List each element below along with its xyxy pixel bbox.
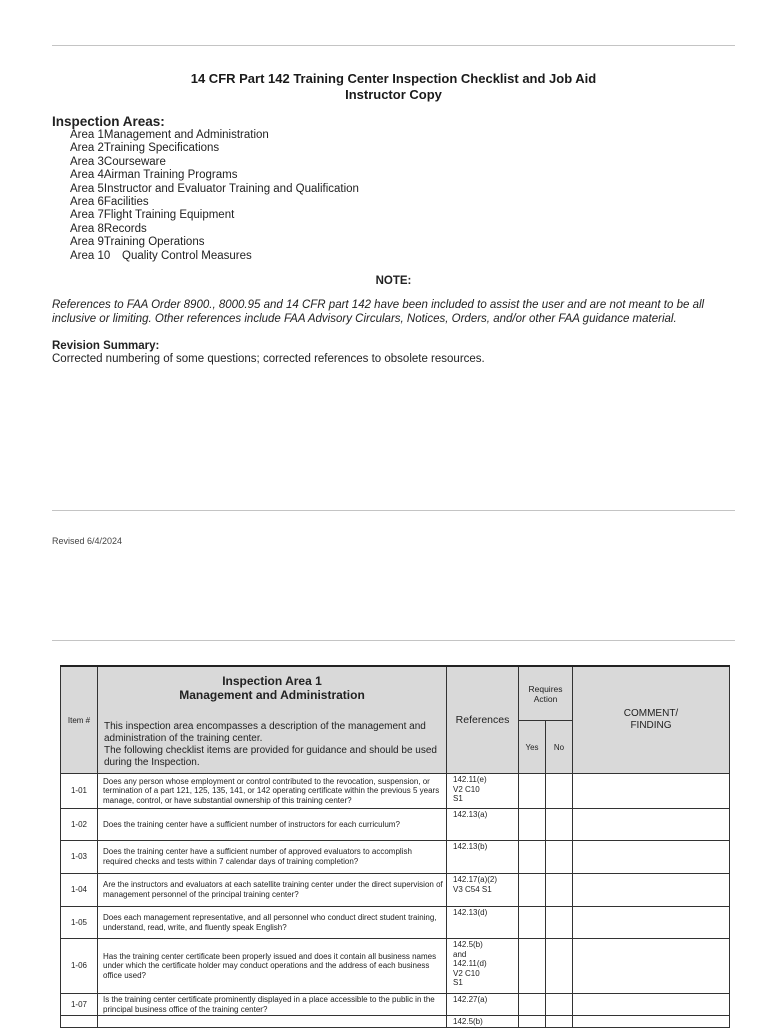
- references-cell: [447, 874, 519, 907]
- area-name: Courseware: [103, 155, 166, 168]
- yes-action-cell[interactable]: [519, 841, 546, 874]
- inspection-area-item: [70, 169, 359, 182]
- comment-finding-cell[interactable]: [573, 939, 730, 994]
- item-number: [61, 1016, 98, 1028]
- requires-action-header: [519, 666, 573, 721]
- revision-summary-heading: Revision Summary:: [52, 340, 160, 352]
- area-title-line-2: Management and Administration: [179, 688, 365, 702]
- item-number: 1-03: [61, 841, 98, 874]
- yes-action-cell[interactable]: [519, 939, 546, 994]
- inspection-area-item: [70, 209, 359, 222]
- checklist-row: [61, 1016, 730, 1028]
- revised-date: Revised 6/4/2024: [52, 536, 123, 546]
- inspection-area-description: [104, 721, 442, 769]
- reference-line: 142.13(d): [453, 908, 488, 917]
- no-action-cell[interactable]: [546, 841, 573, 874]
- yes-column-header: Yes: [519, 721, 546, 774]
- area-number: Area 6: [70, 196, 104, 209]
- area-name: Airman Training Programs: [103, 169, 238, 182]
- references-cell: [447, 841, 519, 874]
- inspection-areas-list: [70, 129, 359, 263]
- area-number: Area 10: [70, 249, 111, 262]
- checklist-row: [61, 809, 730, 841]
- area-number: Area 8: [70, 222, 104, 235]
- item-number: 1-05: [61, 907, 98, 939]
- comment-finding-cell[interactable]: [573, 1016, 730, 1028]
- checklist-row: [61, 874, 730, 907]
- checklist-question: Is the training center certificate prominently displayed in a place accessible to the public in the principal business office of the training center?: [98, 994, 447, 1016]
- comment-finding-cell[interactable]: [573, 874, 730, 907]
- inspection-area-item: [70, 156, 359, 169]
- title-line-2: Instructor Copy: [345, 87, 442, 102]
- no-action-cell[interactable]: [546, 994, 573, 1016]
- item-number: 1-06: [61, 939, 98, 994]
- checklist-question: Has the training center certificate been properly issued and does it contain all business names under which the certificate holder may conduct operations and the address of each business office used?: [98, 939, 447, 994]
- page-break-divider: [52, 640, 735, 641]
- area-name: Facilities: [103, 196, 149, 209]
- checklist-row: [61, 841, 730, 874]
- inspection-area-item: [70, 236, 359, 249]
- yes-action-cell[interactable]: [519, 874, 546, 907]
- reference-line: 142.11(d): [453, 959, 487, 969]
- area-name: Training Operations: [103, 236, 205, 249]
- checklist-row: [61, 939, 730, 994]
- area-title-line-1: Inspection Area 1: [222, 674, 322, 688]
- reference-line: 142.27(a): [453, 995, 488, 1004]
- area-name: Records: [103, 222, 147, 235]
- checklist-question: Does any person whose employment or control contributed to the revocation, suspension, or termination of a part 121, 125, 135, 141, or 142 operating certificate within the previous 5 years manage, control, or have substantial ownership of this training center?: [98, 774, 447, 809]
- inspection-areas-heading: Inspection Areas:: [52, 114, 165, 129]
- inspection-area-item: [70, 196, 359, 209]
- comment-finding-cell[interactable]: [573, 907, 730, 939]
- inspection-area-item: [70, 129, 359, 142]
- top-divider: [52, 45, 735, 46]
- area-name: Quality Control Measures: [122, 249, 252, 262]
- area-number: Area 4: [70, 169, 104, 182]
- yes-action-cell[interactable]: [519, 907, 546, 939]
- no-action-cell[interactable]: [546, 809, 573, 841]
- reference-line: 142.13(b): [453, 842, 488, 851]
- title-line-1: 14 CFR Part 142 Training Center Inspection Checklist and Job Aid: [190, 71, 597, 86]
- area-description-line-1: This inspection area encompasses a description of the management and administration of the training center.: [104, 721, 426, 744]
- reference-line: S1: [453, 794, 463, 804]
- checklist-row: [61, 907, 730, 939]
- item-number: 1-01: [61, 774, 98, 809]
- document-title: [52, 71, 735, 103]
- no-column-header: No: [546, 721, 573, 774]
- reference-line: 142.5(b): [453, 940, 483, 949]
- references-cell: [447, 774, 519, 809]
- checklist-question: Does the training center have a sufficient number of instructors for each curriculum?: [98, 809, 447, 841]
- yes-action-cell[interactable]: [519, 774, 546, 809]
- checklist-row: [61, 774, 730, 809]
- yes-action-cell[interactable]: [519, 809, 546, 841]
- requires-action-label: Requires Action: [528, 683, 563, 704]
- area-name: Instructor and Evaluator Training and Qualification: [103, 182, 359, 195]
- area-description-line-2: The following checklist items are provided for guidance and should be used during the Inspection.: [104, 745, 437, 768]
- checklist-question: [98, 1016, 447, 1028]
- area-number: Area 7: [70, 209, 104, 222]
- area-name: Training Specifications: [103, 142, 220, 155]
- inspection-area-header: [98, 666, 447, 774]
- references-cell: [447, 939, 519, 994]
- reference-line: 142.17(a)(2): [453, 875, 498, 884]
- area-number: Area 2: [70, 142, 104, 155]
- inspection-area-item: [70, 250, 359, 263]
- references-cell: [447, 994, 519, 1016]
- references-cell: [447, 907, 519, 939]
- no-action-cell[interactable]: [546, 1016, 573, 1028]
- reference-line: V3 C54 S1: [453, 884, 492, 894]
- checklist-question: Does the training center have a sufficient number of approved evaluators to accomplish required checks and tests within 7 calendar days of training completion?: [98, 841, 447, 874]
- item-number: 1-07: [61, 994, 98, 1016]
- reference-line: 142.11(e): [453, 775, 487, 784]
- checklist-question: Are the instructors and evaluators at each satellite training center under the direct supervision of management personnel of the principal training center?: [98, 874, 447, 907]
- no-action-cell[interactable]: [546, 874, 573, 907]
- area-number: Area 5: [70, 182, 104, 195]
- references-cell: [447, 809, 519, 841]
- comment-finding-cell[interactable]: [573, 841, 730, 874]
- item-number-header: Item #: [61, 666, 98, 774]
- yes-action-cell[interactable]: [519, 1016, 546, 1028]
- inspection-area-title: [98, 674, 446, 702]
- area-number: Area 1: [70, 129, 104, 141]
- comment-finding-cell[interactable]: [573, 994, 730, 1016]
- item-number: 1-04: [61, 874, 98, 907]
- reference-line: and: [453, 949, 467, 959]
- comment-finding-label: COMMENT/ FINDING: [623, 708, 679, 731]
- checklist-question: Does each management representative, and all personnel who conduct direct student training, understand, read, write, and fluently speak English?: [98, 907, 447, 939]
- reference-line: 142.5(b): [453, 1017, 483, 1027]
- area-number: Area 3: [70, 155, 104, 168]
- comment-finding-cell[interactable]: [573, 774, 730, 809]
- no-action-cell[interactable]: [546, 939, 573, 994]
- yes-action-cell[interactable]: [519, 994, 546, 1016]
- area-name: Flight Training Equipment: [103, 209, 235, 222]
- inspection-area-item: [70, 223, 359, 236]
- note-heading: NOTE:: [375, 275, 412, 287]
- reference-line: S1: [453, 978, 463, 988]
- references-cell: [447, 1016, 519, 1028]
- inspection-checklist-table: [60, 665, 730, 1028]
- no-action-cell[interactable]: [546, 907, 573, 939]
- inspection-area-item: [70, 183, 359, 196]
- area-number: Area 9: [70, 236, 104, 249]
- references-header: References: [447, 666, 519, 774]
- revision-summary-text: Corrected numbering of some questions; corrected references to obsolete resources.: [52, 353, 485, 365]
- area-name: Management and Administration: [103, 129, 269, 141]
- reference-line: 142.13(a): [453, 810, 488, 819]
- item-number: 1-02: [61, 809, 98, 841]
- checklist-row: [61, 994, 730, 1016]
- reference-line: V2 C10: [453, 784, 480, 794]
- no-action-cell[interactable]: [546, 774, 573, 809]
- inspection-area-item: [70, 142, 359, 155]
- middle-divider: [52, 510, 735, 511]
- comment-finding-cell[interactable]: [573, 809, 730, 841]
- note-text: References to FAA Order 8900., 8000.95 and 14 CFR part 142 have been included to assist the user and are not meant to be all inclusive or limiting. Other references include FAA Advisory Circulars, Notices, Orders, and/or other FAA guidance material.: [52, 299, 705, 325]
- comment-finding-header: [573, 666, 730, 774]
- reference-line: V2 C10: [453, 968, 480, 978]
